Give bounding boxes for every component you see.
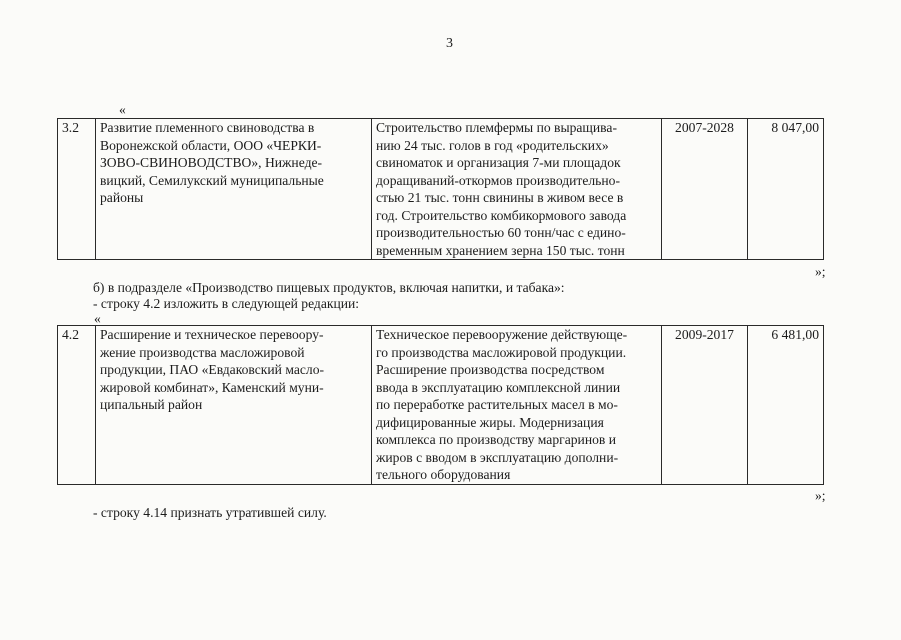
project-name: Расширение и техническое перевоору- жение производства масложировой продукции, ПАО «Евдаковский масло- жировой комбинат», Каменский муни- ципальный район — [96, 326, 372, 485]
project-amount: 8 047,00 — [748, 119, 824, 260]
open-quote-2: « — [94, 311, 101, 326]
project-description: Строительство племфермы по выращива- нию 24 тыс. голов в год «родительских» свиноматок и организация 7-ми площадок доращиваний-откормов производительно- стью 21 тыс. тонн свинины в живом весе в год. Строительство комбикормового завода производительностью 60 тонн/час с едино- временным хранением зерна 150 тыс. тонн — [372, 119, 662, 260]
footer-line: - строку 4.14 признать утратившей силу. — [93, 505, 327, 520]
project-amount: 6 481,00 — [748, 326, 824, 485]
open-quote-1: « — [119, 102, 126, 117]
project-period: 2009-2017 — [662, 326, 748, 485]
row-number: 3.2 — [58, 119, 96, 260]
row-number: 4.2 — [58, 326, 96, 485]
table-row — [58, 326, 824, 485]
page-number: 3 — [446, 36, 453, 51]
table-row-4-2 — [57, 325, 824, 485]
section-b-line-1: б) в подразделе «Производство пищевых продуктов, включая напитки, и табака»: — [93, 280, 565, 295]
close-quote-1: »; — [815, 264, 826, 279]
project-name: Развитие племенного свиноводства в Воронежской области, ООО «ЧЕРКИ- ЗОВО-СВИНОВОДСТВО», Нижнеде- вицкий, Семилукский муниципальные районы — [96, 119, 372, 260]
table-row-3-2 — [57, 118, 824, 260]
section-b-line-2: - строку 4.2 изложить в следующей редакции: — [93, 296, 360, 311]
project-period: 2007-2028 — [662, 119, 748, 260]
project-description: Техническое перевооружение действующе- го производства масложировой продукции. Расширение производства посредством ввода в эксплуатацию комплексной линии по переработке растительных масел в мо- дифицированные жиры. Модернизация комплекса по производству маргаринов и жиров с вводом в эксплуатацию дополни- тельного оборудования — [372, 326, 662, 485]
close-quote-2: »; — [815, 488, 826, 503]
table-row — [58, 119, 824, 260]
